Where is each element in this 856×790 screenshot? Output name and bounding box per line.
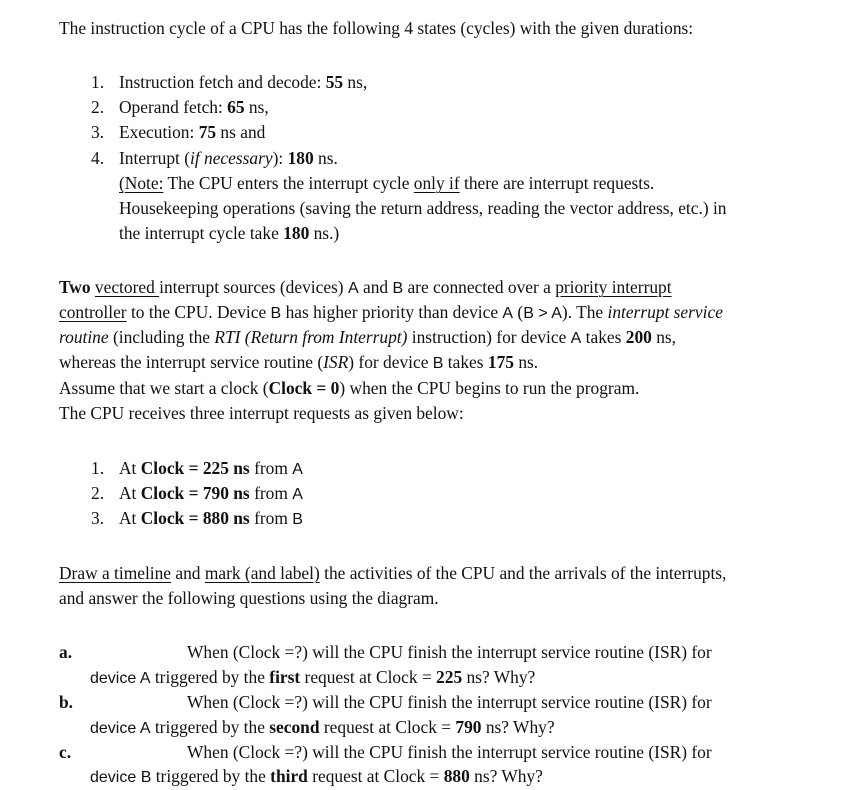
para-line-6: The CPU receives three interrupt requests as given below: — [59, 403, 464, 423]
state-item-1-text: Instruction fetch and decode: 55 ns, — [119, 72, 368, 92]
request-item-3: 3. — [91, 508, 105, 528]
state-number: 4. — [91, 148, 105, 168]
state-item-1 — [91, 70, 104, 95]
question-c-line-2: device B triggered by the third request at Clock = 880 ns? Why? — [90, 766, 543, 786]
state-number: 3. — [91, 122, 105, 142]
question-b-line-2: device A triggered by the second request at Clock = 790 ns? Why? — [90, 717, 555, 737]
question-c-label: c. — [59, 742, 72, 762]
request-item-1: 1. — [91, 458, 105, 478]
state-item-2 — [91, 95, 104, 120]
question-b-label: b. — [59, 692, 74, 712]
para-line-2: controller to the CPU. Device B has higher priority than device A (B > A). The interrupt service — [59, 302, 723, 322]
state-item-4-text: Interrupt (if necessary): 180 ns. — [119, 148, 338, 168]
question-a-label: a. — [59, 642, 73, 662]
question-a-line-2: device A triggered by the first request at Clock = 225 ns? Why? — [90, 667, 536, 687]
state-number: 2. — [91, 97, 105, 117]
para-line-5: Assume that we start a clock (Clock = 0) when the CPU begins to run the program. — [59, 378, 640, 398]
request-item-1-text: At Clock = 225 ns from A — [119, 458, 303, 478]
request-item-3-text: At Clock = 880 ns from B — [119, 508, 303, 528]
state-item-4 — [91, 146, 104, 171]
note-line-3: the interrupt cycle take 180 ns.) — [119, 223, 340, 243]
state-item-2-text: Operand fetch: 65 ns, — [119, 97, 269, 117]
para-line-4: whereas the interrupt service routine (ISR) for device B takes 175 ns. — [59, 352, 539, 372]
intro-text: The instruction cycle of a CPU has the following 4 states (cycles) with the given durations: — [59, 18, 694, 38]
request-item-2: 2. — [91, 483, 105, 503]
note-line-2: Housekeeping operations (saving the return address, reading the vector address, etc.) in — [119, 198, 727, 218]
question-b-line-1: When (Clock =?) will the CPU finish the interrupt service routine (ISR) for — [187, 692, 712, 712]
draw-line-1: Draw a timeline and mark (and label) the activities of the CPU and the arrivals of the interrupts, — [59, 563, 727, 583]
state-item-3 — [91, 120, 104, 145]
question-c-line-1: When (Clock =?) will the CPU finish the interrupt service routine (ISR) for — [187, 742, 712, 762]
state-number: 1. — [91, 72, 105, 92]
request-item-2-text: At Clock = 790 ns from A — [119, 483, 303, 503]
state-item-3-text: Execution: 75 ns and — [119, 122, 266, 142]
question-a-line-1: When (Clock =?) will the CPU finish the interrupt service routine (ISR) for — [187, 642, 712, 662]
draw-line-2: and answer the following questions using the diagram. — [59, 588, 439, 608]
para-line-3: routine (including the RTI (Return from Interrupt) instruction) for device A takes 200 ns, — [59, 327, 677, 347]
note-line-1: (Note: The CPU enters the interrupt cycle only if there are interrupt requests. — [119, 173, 655, 193]
para-line-1: Two vectored interrupt sources (devices) A and B are connected over a priority interrupt — [59, 277, 672, 297]
